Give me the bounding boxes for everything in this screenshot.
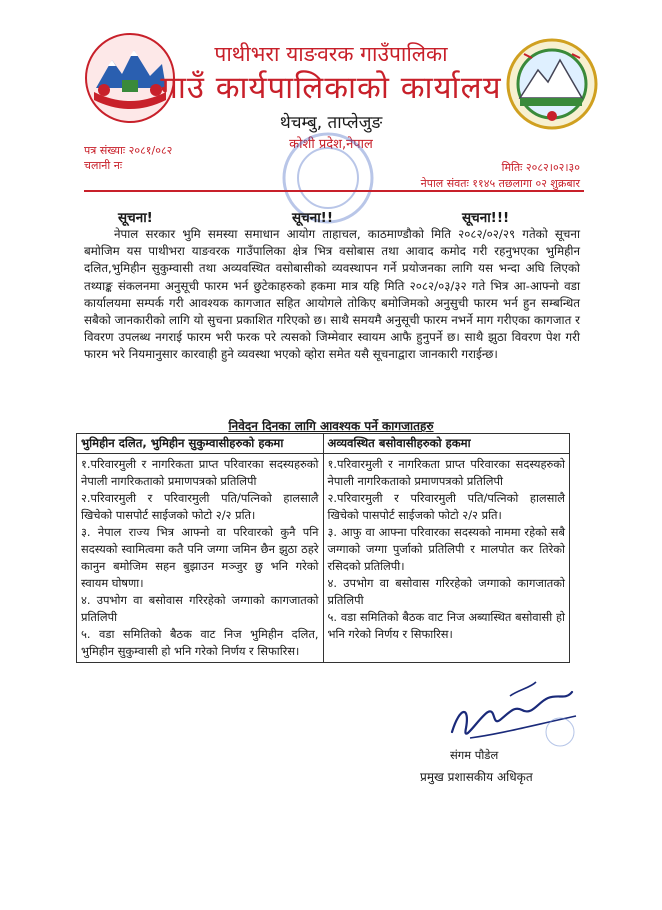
org-name: पाथीभरा याङवरक गाउँपालिका (214, 42, 448, 66)
letter-date: मितिः २०८२।०२।३० (501, 161, 580, 174)
notice-heading-3: सूचना!!! (462, 210, 510, 226)
notice-body: नेपाल सरकार भुमि समस्या समाधान आयोग ताहाचल, काठमाण्डौको मिति २०८२/०२/२९ गतेको सूचना बमोजिम यस पाथीभरा याङवरक गाउँपालिका क्षेत्र भित्र वसोबास तथा आवाद कमोद गरी रहनुभएका भुमिहीन दलित,भुमिहीन सुकुम्वासी तथा अव्यवस्थित वसोबासीको व्यवस्थापन गर्ने प्रयोजनका लागि यस भन्दा अघि लिएको तथ्याङ्क संकलनमा अनुसूची फारम भर्न छुटेकाहरुको हकमा मात्र यहि मिति २०८२/०३/३२ गते भित्र आ-आफ्नो वडा कार्यालयमा सम्पर्क गरी आवश्यक कागजात सहित आयोगले तोकिए बमोजिमको अनुसुची फारम भर्न हुन सम्बन्धित सबैको जानकारीको लागि यो सुचना प्रकाशित गरिएको छ। साथै समयमै अनुसूची फारम नभर्ने माग गरीएका कागजात र विवरण उपलब्ध नगराई फारम भरी फरक परे त्यसको जिम्मेवार स्वायम आफै हुनुपर्ने छ। साथै झुठा विवरण पेश गरी फारम भरे नियमानुसार कारवाही हुने व्यवस्था भएको व्होरा समेत यसै सूचनाद्वारा जानकारी गराईन्छ। (84, 227, 580, 362)
col1-item-4: ४. उपभोग वा बसोवास गरिरहेको जग्गाको कागजातको प्रतिलिपी (81, 593, 319, 624)
col2-header: अव्यवस्थित बसोवासीहरुको हकमा (323, 434, 570, 454)
col2-cell (323, 454, 570, 663)
nepal-sambat-date: नेपाल संवतः ११४५ तछलागा ०२ शुक्रबार (420, 177, 580, 190)
signatory-title: प्रमुख प्रशासकीय अधिकृत (420, 770, 533, 784)
handwritten-signature (440, 676, 590, 756)
col1-item-2: २.परिवारमुली र परिवारमुली पति/पत्निको हालसालै खिचेको पासपोर्ट साईजको फोटो २/२ प्रति। (81, 491, 319, 522)
col1-item-5: ५. वडा समितिको बैठक वाट निज भुमिहीन दलित, भुमिहीन सुकुम्वासी हो भनि गरेको निर्णय र सिफारिस। (81, 627, 319, 658)
col1-cell (77, 454, 324, 663)
col2-item-5: ५. वडा समितिको बैठक वाट निज अब्यास्थित बसोवासी हो भनि गरेको निर्णय र सिफारिस। (327, 610, 565, 641)
documents-title: निवेदन दिनका लागि आवश्यक पर्ने कागजातहरु (228, 419, 434, 433)
col2-item-2: २.परिवारमुली र परिवारमुली पति/पत्निको हालसालै खिचेको पासपोर्ट साईजको फोटो २/२ प्रति। (327, 491, 565, 522)
notice-heading-2: सूचना!! (292, 210, 334, 226)
dispatch-number: चलानी नः (84, 159, 123, 172)
col2-item-3: ३. आफु वा आफ्ना परिवारका सदस्यको नाममा रहेको सबै जग्गाको जग्गा पुर्जाको प्रतिलिपी र मालपोत कर तिरेको रसिदको प्रतिलिपी। (327, 525, 565, 573)
documents-table (76, 433, 570, 663)
col1-header: भुमिहीन दलित, भुमिहीन सुकुम्वासीहरुको हकमा (77, 434, 324, 454)
col2-item-1: १.परिवारमुली र नागरिकता प्राप्त परिवारका सदस्यहरुको नेपाली नागरिकताको प्रमाणपत्रको प्रतिलिपी (327, 457, 565, 488)
col1-item-1: १.परिवारमुली र नागरिकता प्राप्त परिवारका सदस्यहरुको नेपाली नागरिकताको प्रमाणपत्रको प्रतिलिपी (81, 457, 319, 488)
office-address: थेचम्बु, ताप्लेजुङ (279, 113, 383, 133)
letter-number: पत्र संख्याः २०८१/०८२ (84, 144, 173, 157)
province-name: कोशी प्रदेश,नेपाल (289, 137, 373, 152)
office-name: गाउँ कार्यपालिकाको कार्यालय (160, 70, 502, 106)
col2-item-4: ४. उपभोग वा बसोवास गरिरहेको जग्गाको कागजातको प्रतिलिपी (327, 576, 565, 607)
signatory-name: संगम पौडेल (450, 748, 499, 762)
header-divider (84, 190, 584, 192)
notice-heading-1: सूचना! (118, 210, 153, 226)
col1-item-3: ३. नेपाल राज्य भित्र आफ्नो वा परिवारको कुनै पनि सदस्यको स्वामित्वमा कतै पनि जग्गा जमिन छैन झुठा ठहरे कानुन बमोजिम सहन बुझाउन मञ्जुर छु भनि गरेको स्वायम घोषणा। (81, 525, 319, 590)
